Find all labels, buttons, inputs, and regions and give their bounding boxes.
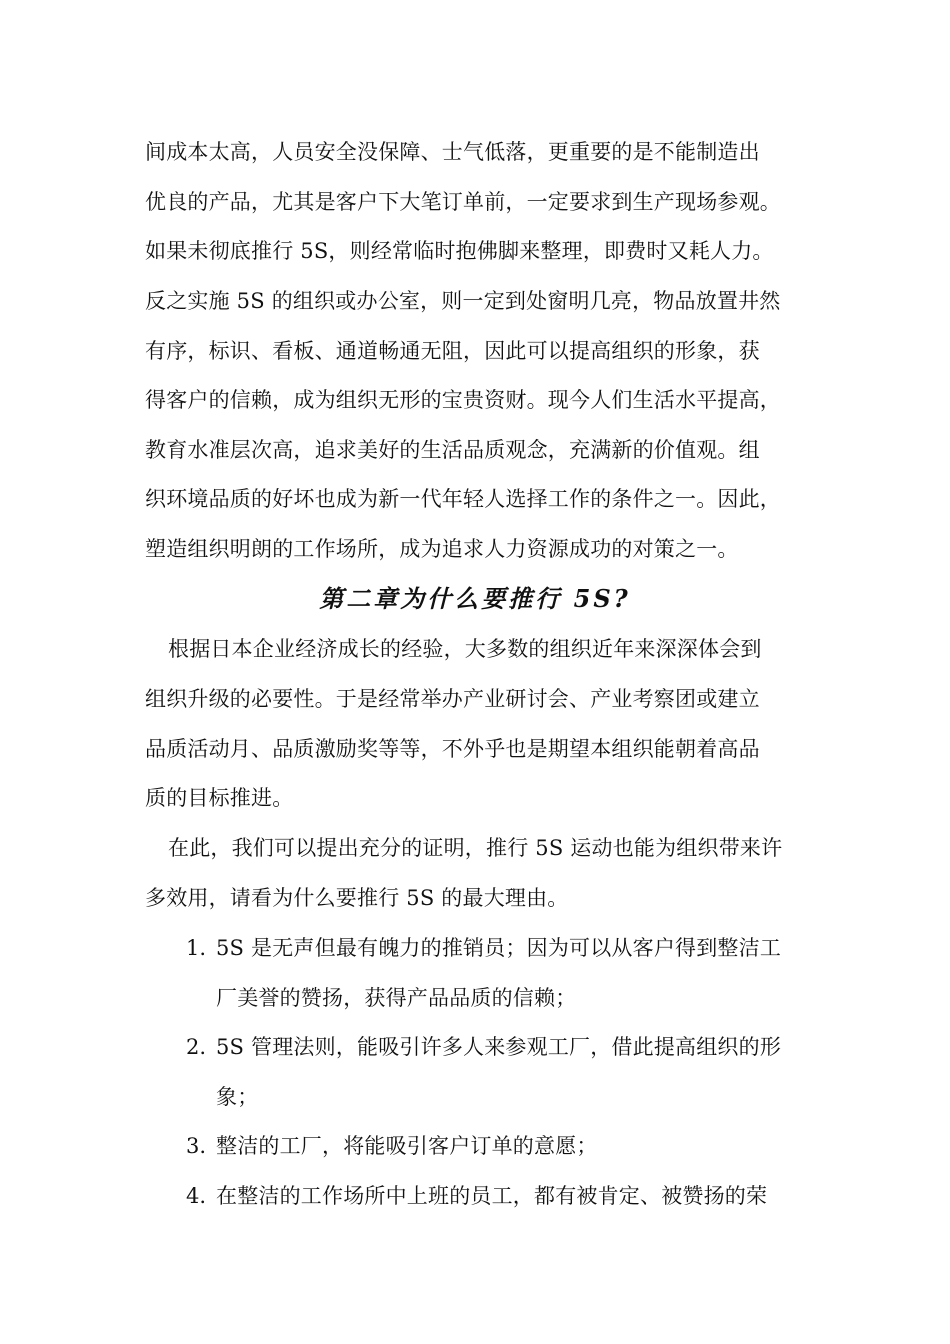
list-number: 3. [185, 1134, 206, 1158]
list-number: 2. [185, 1035, 206, 1059]
paragraph-line: 间成本太高，人员安全没保障、士气低落，更重要的是不能制造出 [145, 140, 760, 164]
paragraph-line: 教育水准层次高，追求美好的生活品质观念，充满新的价值观。组 [145, 438, 760, 462]
list-item-line: 整洁的工厂，将能吸引客户订单的意愿； [216, 1134, 598, 1158]
list-number: 1. [185, 936, 206, 960]
paragraph-line: 品质活动月、品质激励奖等等，不外乎也是期望本组织能朝着高品 [145, 737, 760, 761]
list-item-line: 象； [216, 1085, 259, 1109]
paragraph-line: 在此，我们可以提出充分的证明，推行 5S 运动也能为组织带来许 [168, 836, 783, 860]
list-item-line: 在整洁的工作场所中上班的员工，都有被肯定、被赞扬的荣 [216, 1184, 768, 1208]
paragraph-line: 塑造组织明朗的工作场所，成为追求人力资源成功的对策之一。 [145, 537, 739, 561]
paragraph-line: 组织升级的必要性。于是经常举办产业研讨会、产业考察团或建立 [145, 687, 760, 711]
paragraph-line: 根据日本企业经济成长的经验，大多数的组织近年来深深体会到 [168, 637, 762, 661]
paragraph-line: 反之实施 5S 的组织或办公室，则一定到处窗明几亮，物品放置井然 [145, 289, 781, 313]
list-item-line: 5S 是无声但最有魄力的推销员；因为可以从客户得到整洁工 [216, 936, 782, 960]
paragraph-line: 优良的产品，尤其是客户下大笔订单前，一定要求到生产现场参观。 [145, 190, 781, 214]
paragraph-line: 织环境品质的好坏也成为新一代年轻人选择工作的条件之一。因此， [145, 487, 781, 511]
paragraph-line: 如果未彻底推行 5S，则经常临时抱佛脚来整理，即费时又耗人力。 [145, 239, 774, 263]
chapter-heading: 第二章为什么要推行 5S? [319, 584, 631, 613]
list-item-line: 厂美誉的赞扬，获得产品品质的信赖； [216, 986, 577, 1010]
paragraph-line: 得客户的信赖，成为组织无形的宝贵资财。现今人们生活水平提高， [145, 388, 781, 412]
paragraph-line: 质的目标推进。 [145, 786, 294, 810]
paragraph-line: 有序，标识、看板、通道畅通无阻，因此可以提高组织的形象，获 [145, 339, 760, 363]
paragraph-line: 多效用，请看为什么要推行 5S 的最大理由。 [145, 886, 569, 910]
list-item-line: 5S 管理法则，能吸引许多人来参观工厂，借此提高组织的形 [216, 1035, 782, 1059]
list-number: 4. [185, 1184, 206, 1208]
